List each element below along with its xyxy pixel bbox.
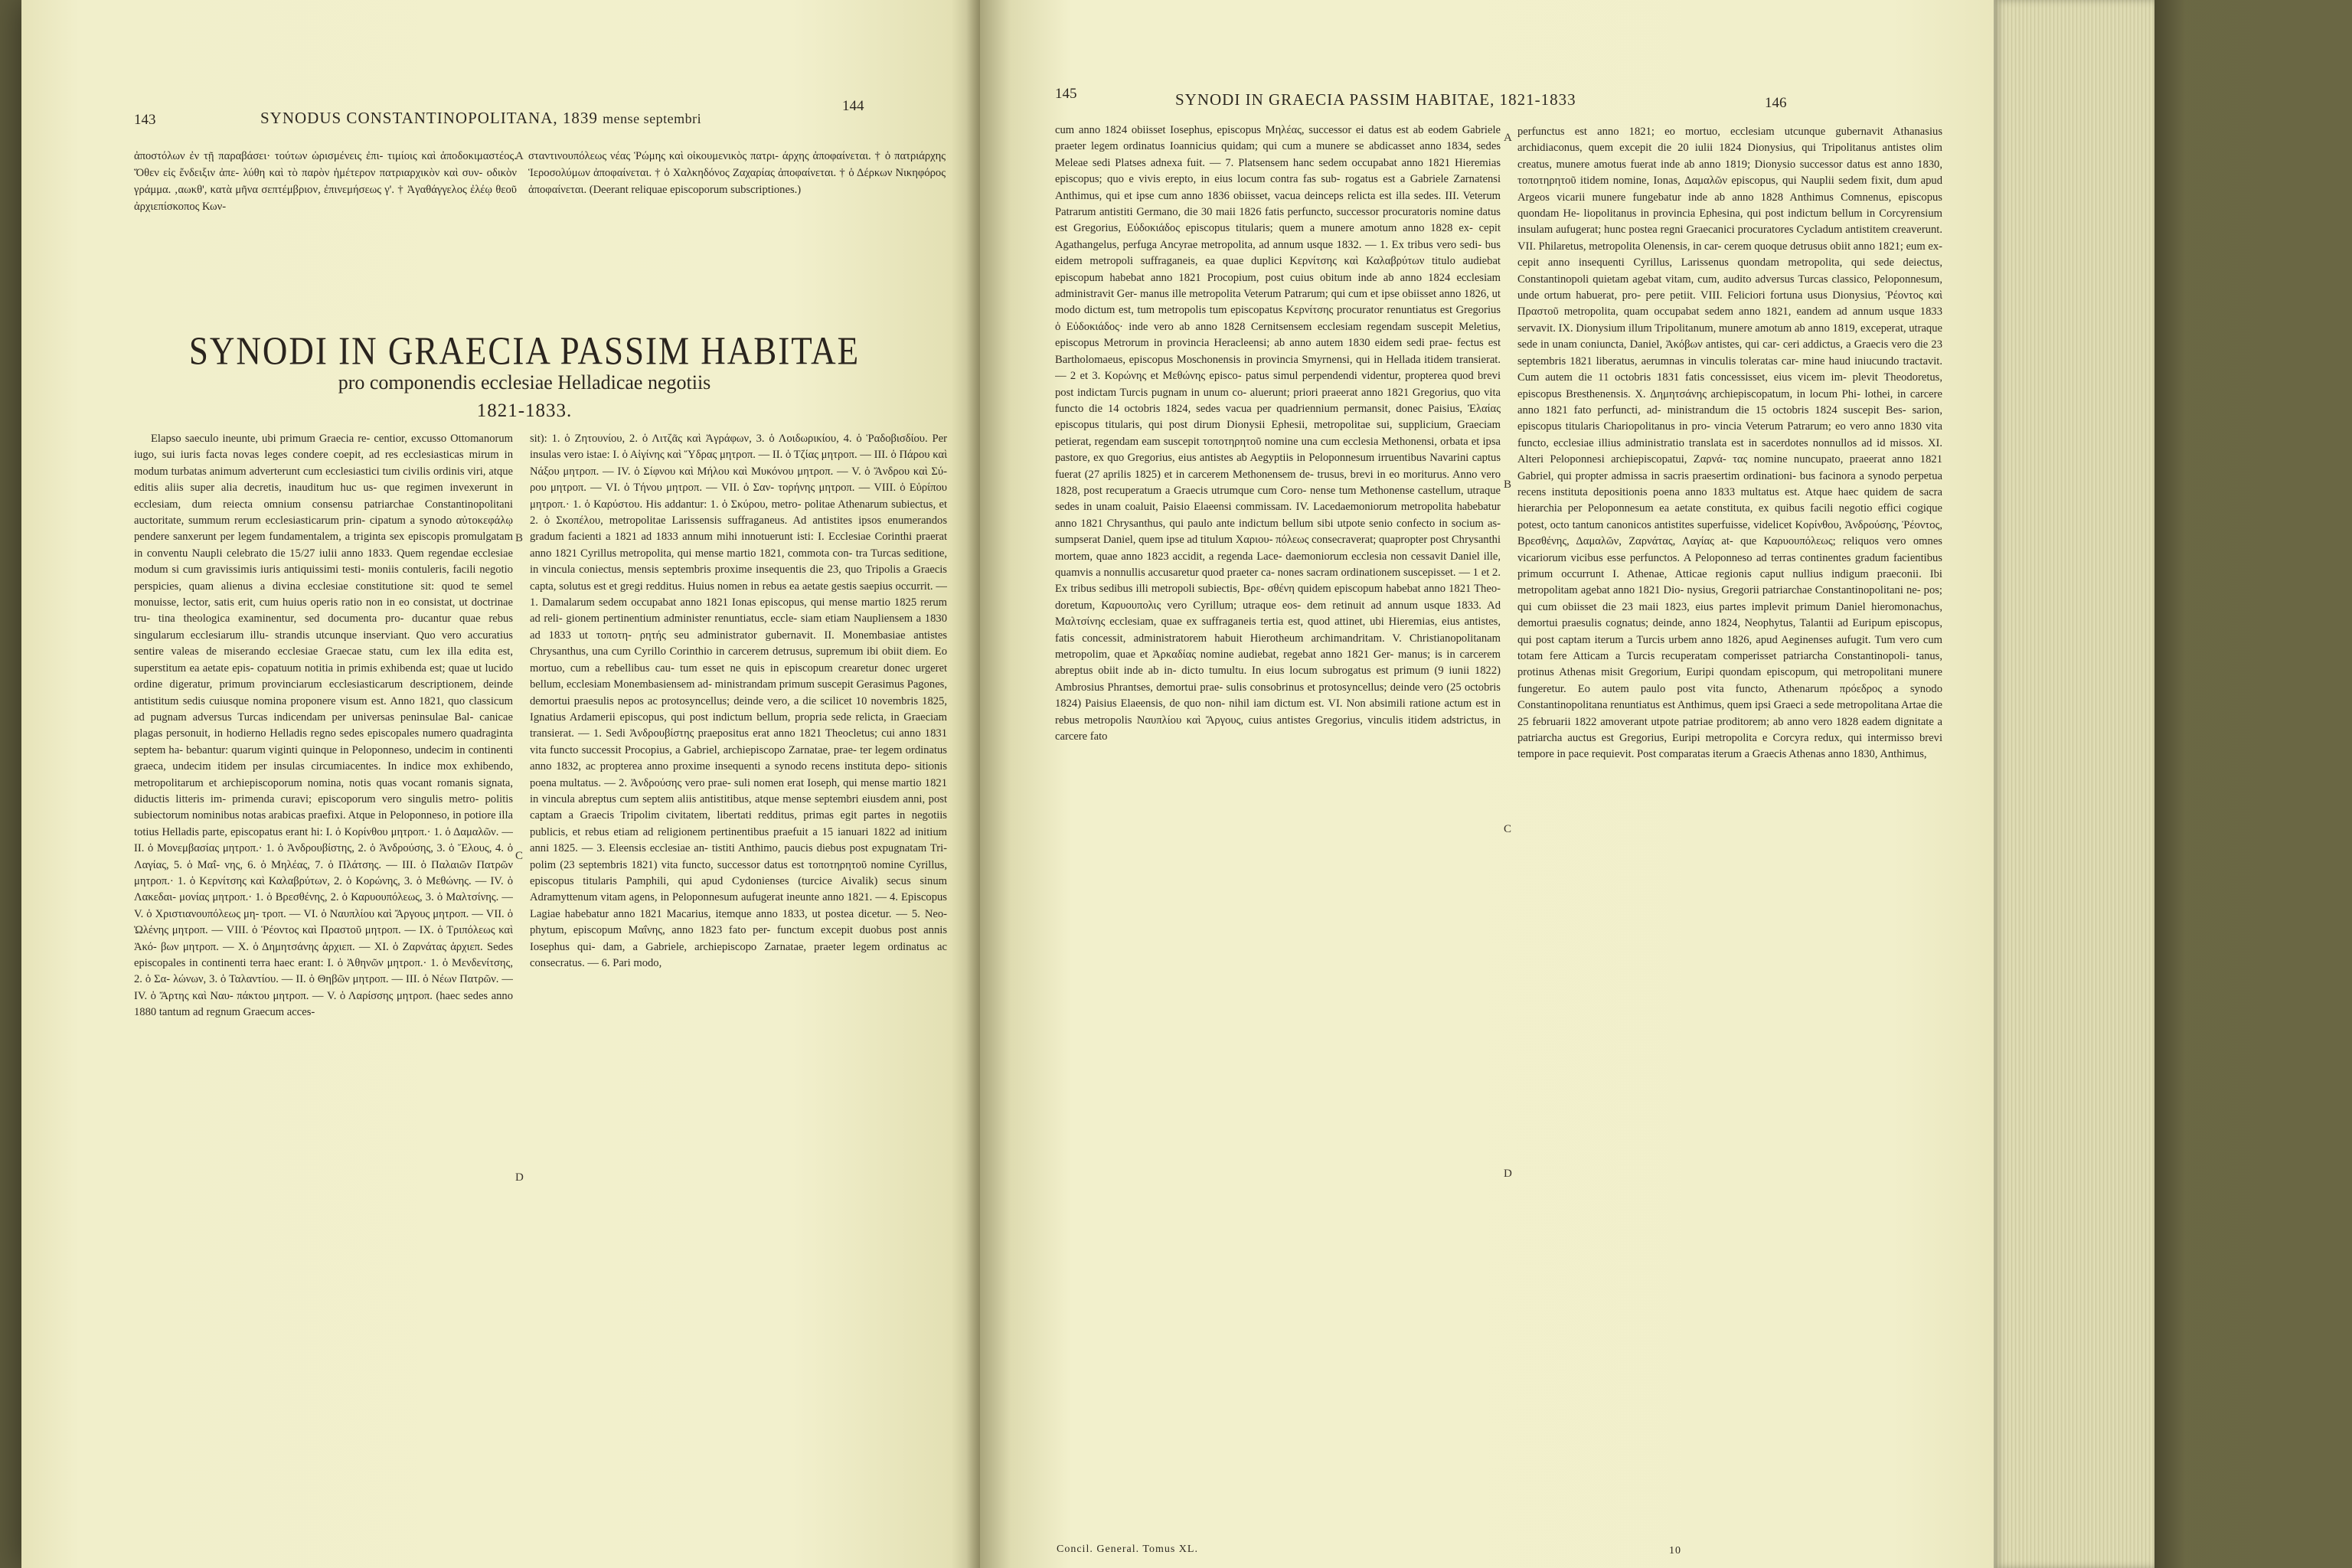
page-number-144: 144: [842, 98, 864, 114]
margin-letter-c: C: [515, 850, 524, 862]
footer-signature: 10: [1669, 1545, 1681, 1557]
running-head-right: SYNODI IN GRAECIA PASSIM HABITAE, 1821-1833: [1175, 90, 1576, 109]
left-column-2: sit): 1. ὁ Ζητουνίου, 2. ὁ Λιτζᾶς καὶ Ἀγράφων, 3. ὁ Λοιδωρικίου, 4. ὁ Ῥαδοβισδίου. Per insulas vero istae: I. ὁ Αἰγίνης καὶ Ὕδρας μητροπ. — II. ὁ Τζίας μητροπ. — III. ὁ Πάρου καὶ Νάξου μητροπ. — IV. ὁ Σίφνου καὶ Μήλου καὶ Μυκόνου μητροπ. — V. ὁ Ἄνδρου καὶ Σύ- ρου μητροπ. — VI. ὁ Τήνου μητροπ. — VII. ὁ Σαν- τορήνης μητροπ. — VIII. ὁ Εὐρίπου μητροπ.· 1. ὁ Καρύστου. His addantur: 1. ὁ Σκύρου, metro- politae Athenarum subiectus, et 2. ὁ Σκοπέλου, metropolitae Larissensis suffraganeus. Ad antistites ipsos enumerandos gradum facienti a 1821 ad 1833 annum mihi innotuerunt isti: I. Ecclesiae Corinthi praerat anno 1821 Cyrillus metropolita, qui mense martio 1821, commota con- tra Turcas seditione, in vincula coniectus, mensis septembris proxime insequentis die 23, quo Tripolis a Graecis capta, solutus est et gregi redditus. Huius nomen in rebus ea aetate gestis saepius occurrit. — 1. Damalarum sedem occupabat anno 1821 Ionas episcopus, qui mense martio 1825 rerum ad reli- gionem pertinentium administer renuntiatus, eccle- siam etiam Naupliensem a 1830 ad 1833 ut τοποτη- ρητής seu administrator gubernavit. II. Monembasiae antistes Chrysanthus, una cum Cyrillo Corinthio in carcerem detrusus, supremum ibi obiit diem. Eo mortuo, cum a rebellibus cau- tum esset ne quis in episcopum crearetur donec urgeret bellum, ecclesiam Monembasiensem ad- ministrandam primum suscepit Gerasimus Pagones, demortui praesulis nepos ac protosyncellus; deinde vero, a die scilicet 10 novembris 1825, Ignatius Ardamerii episcopus, qui post indictum bellum, propria sede relicta, in Graeciam transierat. — 1. Sedi Ἀνδρουβίστης praepositus erat anno 1821 Theocletus; cui anno 1831 vita functo successit Procopius, a Gabriel, archiepiscopo Zarnatae, prae- ter legem ordinatus anno 1832, ac propterea anno proxime insequenti a synodo recens instituta depo- sitionis poena multatus. — 2. Ἀνδρούσης vero prae- suli nomen erat Ioseph, qui mense martio 1821 in vincula abreptus cum septem aliis antistitibus, atque mense septembri eiusdem anni, post captam a Graecis Tripolim civitatem, libertati redditus, primas egit partes in negotiis publicis, et rebus etiam ad religionem pertinentibus praefuit a 15 ianuari 1822 ad initium anni 1825. — 3. Eleensis ecclesiae an- tistiti Anthimo, paucis diebus post expugnatam Tri- polim (23 septembris 1821) vita functo, successor datus est τοποτηρητοῦ nomine Cyrillus, episcopus titularis Pamphili, qui apud Cydonienses (turcice Aivalik) secus sinum Adramyttenum vitam agens, in Peloponnesum aufugerat ineunte anno 1821. — 4. Episcopus Lagiae habebatur anno 1821 Macarius, itemque anno 1833, ut postea dicetur. — 5. Neo- phytum, episcopum Μαΐνης, anno 1823 fato per- functum excepit duobus post annis Iosephus qui- dam, a Gabriele, archiepiscopo Zarnatae, praeter legem ordinatus ac consecratus. — 6. Pari modo,: [530, 433, 947, 969]
page-number-143: 143: [134, 112, 156, 128]
footer-volume: Concil. General. Tomus XL.: [1057, 1544, 1198, 1555]
right-column-1: cum anno 1824 obiisset Iosephus, episcopus Μηλέας, successor ei datus est ab eodem Gabriele praeter legem ordinatus Ioannicius quidam; qui cum a munere se abdicasset anno 1834, sedes Meleae sedi Platses adnexa fuit. — 7. Platsensem hanc sedem occupabat anno 1821 Hieremias episcopus; quo e vivis erepto, in eius locum contra fas sub- rogatus est a Gabriele Zarnatensi Anthimus, qui et ipse cum anno 1836 obiisset, vacua deinceps relicta est illa sedes. III. Veterum Patrarum antistiti Germano, die 30 maii 1826 fatis perfuncto, successor procuratoris nomine datus est Gregorius, Εὐδοκιάδος episcopus titularis; quem a munere amotum anno 1828 ex- cepit Agathangelus, perfuga Ancyrae metropolita, ad annum usque 1832. — 1. Ex tribus vero sedi- bus eidem metropoli suffraganeis, ea quae duplici Κερνίτσης καὶ Καλαβρύτων titulo audiebat episcopum habebat anno 1821 Procopium, post cuius obitum inde ab anno 1824 ecclesiam administravit Ger- manus ille metropolita Veterum Patrarum; qui cum et ipse obiisset anno 1826, ut modo dictum est, tum metropolis tum episcopatus Κερνίτσης procurator renuntiatus est Gregorius ὁ Εὐδοκιάδος· inde vero ab anno 1828 Cernitsensem ecclesiam regendam suscepit Meletius, episcopus Metrorum in provincia Heracleensi; ab anno autem 1830 eidem sedi prae- fectus est Bartholomaeus, episcopus Moschonensis in provincia Smyrnensi, qui in Hellada itidem transierat. — 2 et 3. Κορώνης et Μεθώνης episco- patus simul perpendendi videntur, propterea quod brevi post indictam Turcis pugnam in unum co- aluerunt; priori praeerat anno 1821 Gregorius, quo vita functo die 14 octobris 1824, sedes vacua per quadriennium permansit, donec Paisius, Ἐλαίας episcopus titularis, qui post dirum Dionysii Ephesii, metropolitae sui, supplicium, Graeciam petierat, regendam eam suscepit τοποτηρητοῦ nomine una cum ecclesia Methonensi, orbata et ipsa pastore, ex quo Gregorius, eius antistes ab Aegyptiis in Peloponnesum irruentibus Navarini captus fuerat (27 aprilis 1825) et in carcerem Methonensem de- trusus, brevi in eo moriturus. Anno vero 1828, post recuperatum a Graecis utrumque cum Coro- nense tum Methonense castellum, utraque sedes in unam coaluit, Paisio Elaeensi commissam. IV. Lacedaemoniorum metropolita habebatur anno 1821 Chrysanthus, qui paulo ante indictum bellum sibi utpote senio confecto in socium as- sumpserat Daniel, quem ipse ad titulum Χαριου- πόλεως consecraverat; quapropter post Chrysanthi mortem, quae anno 1823 accidit, a regenda Lace- daemoniorum ecclesia non cessavit Daniel ille, quamvis a nonnullis accusaretur quod praeter ca- nones sacram ordinationem suscepisset. — 1 et 2. Ex tribus sedibus illi metropoli subiectis, Βρε- σθένη quidem episcopum habebat anno 1821 Theo- doretum, Καρυουπολις vero Cyrillum; utraque eos- dem retinuit ad annum usque 1833. Ad Μαλτσίνης ecclesiam, quae ex suffraganeis tertia est, quod attinet, ubi Hieremias, eius antistes, fatis concessit, administratorem habuit Hierotheum archimandritam. V. Christianopolitanam metropolim, quae et Ἀρκαδίας nomine audiebat, regebat anno 1821 Ger- manus; is in carcerem abreptus obiit inde ab in- dicto tumultu. In eius locum subrogatus est primum (9 iunii 1822) Ambrosius Phrantses, demortui prae- sulis consobrinus et protosyncellus; deinde vero (25 octobris 1824) Paisius Elaeensis, de quo non- nihil iam dictum est. VI. Non absimili ratione actum est in rebus metropolis Ναυπλίου καὶ Ἄργους, cuius antistes Gregorius, vinculis itidem adstrictus, in carcere fato: [1055, 124, 1501, 743]
section-years: 1821-1833.: [476, 400, 573, 421]
margin-letter-b-right: B: [1504, 479, 1512, 491]
margin-letter-d: D: [515, 1171, 524, 1184]
greek-text-top-col-b: σταντινουπόλεως νέας Ῥώμης καὶ οἰκουμενικὸς πατρι- άρχης ἀποφαίνεται. † ὁ πατριάρχης Ἱεροσολύμων ἀποφαίνεται. † ὁ Χαλκηδόνος Ζαχαρίας ἀποφαίνεται. † ὁ Δέρκων Νικηφόρος ἀποφαίνεται. (Deerant reliquae episcoporum subscriptiones.): [528, 150, 946, 196]
right-column-2: perfunctus est anno 1821; eo mortuo, ecclesiam utcunque gubernavit Athanasius archidiaconus, quem excepit die 20 iulii 1824 Dionysius, qui Tripolitanus antistes olim creatus, munere amotus fuerat inde ab anno 1819; Dionysio successor datus est anno 1830, τοποτηρητοῦ itidem nomine, Ionas, Δαμαλῶν episcopus, qui Nauplii sedem fixit, dum apud Argeos vicarii munere fungebatur inde ab anno 1828 Anthimus Comnenus, episcopus quondam He- liopolitanus in provincia Ephesina, qui post indictum bellum in Corcyrensium insulam aufugerat; hunc postea regni Graecanici procuratores Cycladum antistitem creaverunt. VII. Philaretus, metropolita Olenensis, in car- cerem quoque detrusus obiit anno 1821; eum ex- cepit anno insequenti Cyrillus, Larissenus quondam metropolita, qui sede deiectus, Constantinopoli quietam agebat vitam, cum, audito adversus Turcas classico, Peloponnesum, unde ortum habuerat, pro- pere petiit. VIII. Feliciori fortuna usus Dionysius, Ῥέοντος καὶ Πραστοῦ metropolita, quam occupabat sedem anno 1821, eandem ad annum usque 1833 servavit. IX. Dionysium illum Tripolitanum, munere amotum ab anno 1819, exceperat, utraque sede in unam coniuncta, Daniel, Ἀκόβων antistes, qui car- ceri addictus, a Graecis vero die 23 septembris 1821 liberatus, aerumnas in vinculis toleratas car- mine haud iniucundo tractavit. Cum autem die 11 octobris 1831 fatis concessisset, eius vicem im- plevit Theodoretus, episcopus Bresthenensis. X. Δημητσάνης archiepiscopatum, in locum Phi- lothei, in carcere anno 1821 fato perfuncti, ad- ministrandum die 15 octobris 1824 suscepit Bes- sarion, episcopus titularis Chariopolitanus in pro- vincia Veterum Patrarum; eo vero anno 1830 vita functo, ecclesiae illius administratio translata est in sacerdotes nonnullos ad id missos. XI. Alteri Peloponnesi archiepiscopatui, Ζαρνά- τας nomine nuncupato, praeerat anno 1821 Gabriel, qui propter admissa in sacris praesertim ordinationi- bus facinora a synodo perpetua recens instituta depositionis poena anno 1833 multatus est. Atque haec quidem de sacra hierarchia per Peloponnesum ea aetate constituta, ex quibus facili negotio effici cogique potest, octo tantum canonicos antistites superfuisse, videlicet Κορίνθου, Ἀνδρούσης, Ῥέοντος, Βρεσθένης, Δαμαλῶν, Ζαρνάτας, Λαγίας at- que Καρυουπόλεως; reliquos vero omnes vicariorum vicibus esse perfunctos. A Peloponneso ad terras continentes gradum facientibus primum occurrunt I. Athenae, Atticae regionis caput nullius indigum praeconii. Ibi metropolitam agebat anno 1821 Dio- nysius, Gregorii patriarchae Constantinopolitani ne- pos; qui cum obiisset die 23 maii 1823, eius partes implevit primum Daniel hieromonachus, demortui praesulis cognatus; deinde, anno 1824, Neophytus, Talantii ad Euripum episcopus, qui post captam iterum a Turcis urbem anno 1826, apud Aeginenses aufugit. Tum vero cum totam fere Atticam a Turcis recuperatam comperisset patriarcha Constantinopoli- tanus, protinus Athenas misit Gregorium, Euripi quondam episcopum, qui metropolitani munere fungeretur. Eo autem paulo post vita functo, Athenarum πρόεδρος a synodo Constantinopolitana renuntiatus est Anthimus, quem ipsi Graeci a sede metropolitana Artae die 25 februarii 1822 amoverant utpote patriae proditorem; ab anno vero 1828 eadem dignitate a patriarcha auctus est Gregorius, Euripi metropolita e Corcyra redux, qui intermisso brevi tempore in pace requievit. Post comparatas iterum a Graecis Athenas anno 1830, Anthimus,: [1517, 126, 1942, 761]
margin-letter-a-right: A: [1504, 132, 1512, 144]
running-head-left: SYNODUS CONSTANTINOPOLITANA, 1839 mense septembri: [260, 109, 702, 127]
margin-letter-b: B: [515, 532, 524, 544]
section-title: SYNODI IN GRAECIA PASSIM HABITAE: [188, 328, 861, 373]
greek-text-top-col-a: ἀποστόλων ἐν τῇ παραβάσει· τούτων ὡρισμένεις ἐπι- τιμίοις καὶ ἀποδοκιμαστέος. Ὅθεν εἰς ἔνδειξιν ἀπε- λύθη καὶ τὸ παρὸν ἡμέτερον πατριαρχικὸν καὶ συν- οδικὸν γράμμα. ‚αωκθ', κατὰ μῆνα σεπτέμβριον, ἐπινεμήσεως γ'. † Ἀγαθάγγελος ἐλέῳ θεοῦ ἀρχιεπίσκοπος Κων-: [134, 150, 517, 213]
margin-letter-d-right: D: [1504, 1168, 1512, 1180]
section-subtitle: pro componendis ecclesiae Helladicae negotiis: [338, 371, 711, 394]
page-edges: [1994, 0, 2154, 1568]
margin-letter-a: A: [515, 150, 524, 162]
page-number-146: 146: [1765, 95, 1787, 111]
page-edges-shadow: [2154, 0, 2185, 1568]
margin-letter-c-right: C: [1504, 823, 1512, 835]
page-number-145: 145: [1055, 86, 1077, 102]
left-column-1: Elapso saeculo ineunte, ubi primum Graecia re- centior, excusso Ottomanorum iugo, sui iuris facta novas leges condere coepit, ad res ecclesiasticas mirum in modum turbatas animum adverterunt cum ecclesiastici tum civilis ordinis viri, atque editis aliis super alia decretis, inauditum huc us- que regimen invexerunt in ecclesiam, dum reiecta omnium consensu patriarchae Constantinopolitani auctoritate, summum rerum ecclesiasticarum prin- cipatum a synodo αὐτοκεφάλῳ pendere sanxerunt per legem fundamentalem, a triginta sex episcopis promulgatam in conventu Naupli celebrato die 15/27 iulii anno 1833. Quem regendae ecclesiae modum si cum gravissimis iuris antiquissimi testi- moniis contuleris, facili negotio perspicies, quam alienus a divina ecclesiae constitutione sit: quod te semel monuisse, lector, satis erit, cum huius operis ratio non in eo consistat, ut doctrinae tru- tina theologica examinentur, sed documenta pro- ducantur quae rebus singularum ecclesiarum illu- strandis utcunque inserviant. Quo vero accuratius sentire valeas de miserando ecclesiae Graecae statu, cum lex illa edita est, superstitum ea aetate epis- copatuum notitia in primis exhibenda est; quae ut lucido ordine digeratur, primum provinciarum ecclesiasticarum descriptionem, deinde antistitum sedis cuiusque nomina proponere visum est. Anno 1821, quo classicum ad pugnam adversus Turcas indicendam per universas peninsulae Bal- canicae plagas personuit, in hodierno Helladis regno sedes episcopales numero quadraginta septem ha- bebantur: quarum viginti quinque in Peloponneso, undecim in continenti graeca, undecim itidem per insulas circumiacentes. In indice mox exhibendo, metropolitarum et archiepiscoporum nomina, notis quas vocant romanis signata, diductis litteris im- primenda curavi; episcoporum vero singulis metro- politis subiectorum nominibus notas arabicas praefixi. Atque in Peloponneso, in potiore illa totius Helladis parte, episcopatus erant hi: I. ὁ Κορίνθου μητροπ.· 1. ὁ Δαμαλῶν. — II. ὁ Μονεμβασίας μητροπ.· 1. ὁ Ἀνδρουβίστης, 2. ὁ Ἀνδρούσης, 3. ὁ Ἕλους, 4. ὁ Λαγίας, 5. ὁ Μαΐ- νης, 6. ὁ Μηλέας, 7. ὁ Πλάτσης. — III. ὁ Παλαιῶν Πατρῶν μητροπ.· 1. ὁ Κερνίτσης καὶ Καλαβρύτων, 2. ὁ Κορώνης, 3. ὁ Μεθώνης. — IV. ὁ Λακεδαι- μονίας μητροπ.· 1. ὁ Βρεσθένης, 2. ὁ Καρυουπόλεως, 3. ὁ Μαλτσίνης. — V. ὁ Χριστιανουπόλεως μη- τροπ. — VI. ὁ Ναυπλίου καὶ Ἄργους μητροπ. — VII. ὁ Ὠλένης μητροπ. — VIII. ὁ Ῥέοντος καὶ Πραστοῦ μητροπ. — IX. ὁ Τριπόλεως καὶ Ἀκό- βων μητροπ. — X. ὁ Δημητσάνης ἀρχιεπ. — XI. ὁ Ζαρνάτας ἀρχιεπ. Sedes episcopales in continenti terra haec erant: I. ὁ Ἀθηνῶν μητροπ.· 1. ὁ Μενδενίτσης, 2. ὁ Σα- λώνων, 3. ὁ Ταλαντίου. — II. ὁ Θηβῶν μητροπ. — III. ὁ Νέων Πατρῶν. — IV. ὁ Ἄρτης καὶ Ναυ- πάκτου μητροπ. — V. ὁ Λαρίσσης μητροπ. (haec sedes anno 1880 tantum ad regnum Graecum acces-: [134, 433, 513, 1019]
